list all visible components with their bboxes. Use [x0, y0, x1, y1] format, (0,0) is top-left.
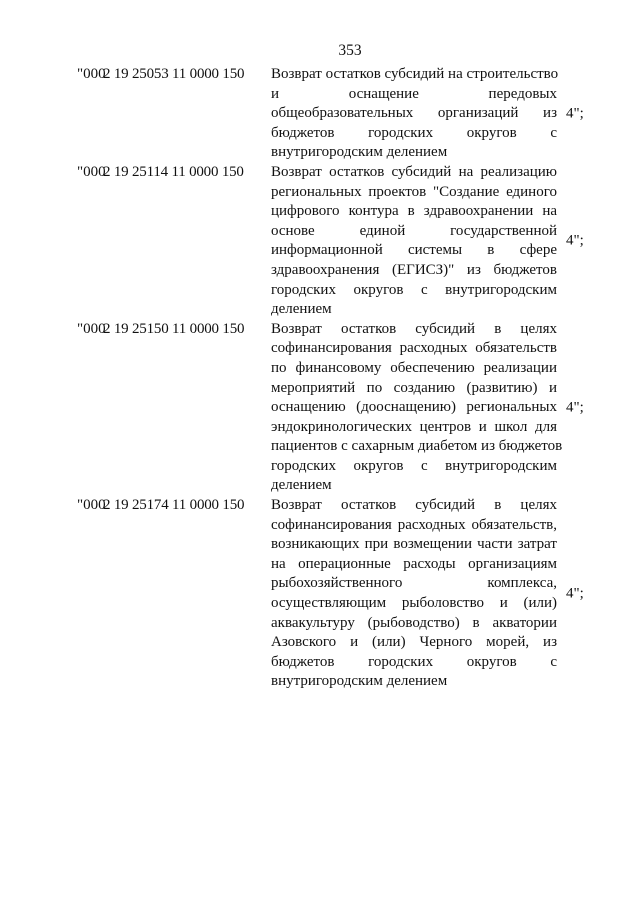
- description-line: делением: [271, 477, 332, 494]
- admin-code: "000: [77, 497, 106, 514]
- budget-classification-code: 2 19 25174 11 0000 150: [103, 497, 245, 514]
- admin-code: "000: [77, 66, 106, 82]
- budget-code-entry: [0, 320, 640, 496]
- entry-suffix: 4";: [566, 585, 584, 602]
- description-line: на операционные расходы организациям: [271, 555, 557, 572]
- description-line: мероприятий по созданию (развитию) и: [271, 379, 557, 396]
- description-line: софинансирования расходных обязательств: [271, 340, 557, 357]
- budget-code-entry: [0, 496, 640, 692]
- entry-suffix: 4";: [566, 232, 584, 249]
- description-line: здравоохранения (ЕГИСЗ)" из бюджетов: [271, 261, 557, 278]
- admin-code: "000: [77, 320, 106, 337]
- description-line: возникающих при возмещении части затрат: [271, 536, 557, 553]
- entry-description: [271, 496, 557, 692]
- entry-description: [271, 320, 563, 496]
- description-line: бюджетов городских округов с: [271, 124, 557, 141]
- budget-classification-code: 2 19 25114 11 0000 150: [103, 163, 244, 180]
- description-line: рыбохозяйственного комплекса,: [271, 575, 557, 592]
- admin-code: "000: [77, 163, 106, 180]
- description-line: общеобразовательных организаций из: [271, 105, 557, 122]
- description-line: пациентов с сахарным диабетом из бюджетов: [271, 438, 563, 455]
- description-line: информационной системы в сфере: [271, 242, 557, 259]
- description-line: осуществляющим рыболовство и (или): [271, 595, 557, 612]
- page-number: 353: [338, 42, 362, 59]
- description-line: эндокринологических центров и школ для: [271, 418, 557, 435]
- description-line: и оснащение передовых: [271, 85, 557, 102]
- description-line: городских округов с внутригородским: [271, 457, 557, 474]
- description-line: делением: [271, 301, 332, 318]
- budget-code-list: [0, 65, 640, 692]
- description-line: аквакультуру (рыбоводство) в акватории: [271, 614, 557, 631]
- budget-code-entry: [0, 163, 640, 320]
- entry-description: [271, 65, 557, 163]
- budget-classification-code: 2 19 25053 11 0000 150: [103, 66, 245, 82]
- entry-suffix: 4";: [566, 105, 584, 122]
- description-line: городских округов с внутригородским: [271, 281, 557, 298]
- description-line: софинансирования расходных обязательств,: [271, 516, 557, 533]
- entry-description: [271, 163, 557, 320]
- description-line: Азовского и (или) Черного морей, из: [271, 634, 557, 651]
- budget-classification-code: 2 19 25150 11 0000 150: [103, 320, 245, 337]
- description-line: цифрового контура в здравоохранении на: [271, 203, 557, 220]
- budget-code-entry: [0, 65, 640, 163]
- description-line: Возврат остатков субсидий на реализацию: [271, 163, 557, 180]
- description-line: оснащению (дооснащению) региональных: [271, 399, 557, 416]
- entry-suffix: 4";: [566, 399, 584, 416]
- description-line: Возврат остатков субсидий на строительство: [271, 66, 559, 82]
- description-line: внутригородским делением: [271, 673, 448, 690]
- description-line: внутригородским делением: [271, 144, 448, 161]
- description-line: региональных проектов "Создание единого: [271, 183, 557, 200]
- description-line: бюджетов городских округов с: [271, 653, 557, 670]
- description-line: Возврат остатков субсидий в целях: [271, 320, 557, 337]
- description-line: по финансовому обеспечению реализации: [271, 359, 557, 376]
- description-line: Возврат остатков субсидий в целях: [271, 497, 557, 514]
- description-line: основе единой государственной: [271, 222, 557, 239]
